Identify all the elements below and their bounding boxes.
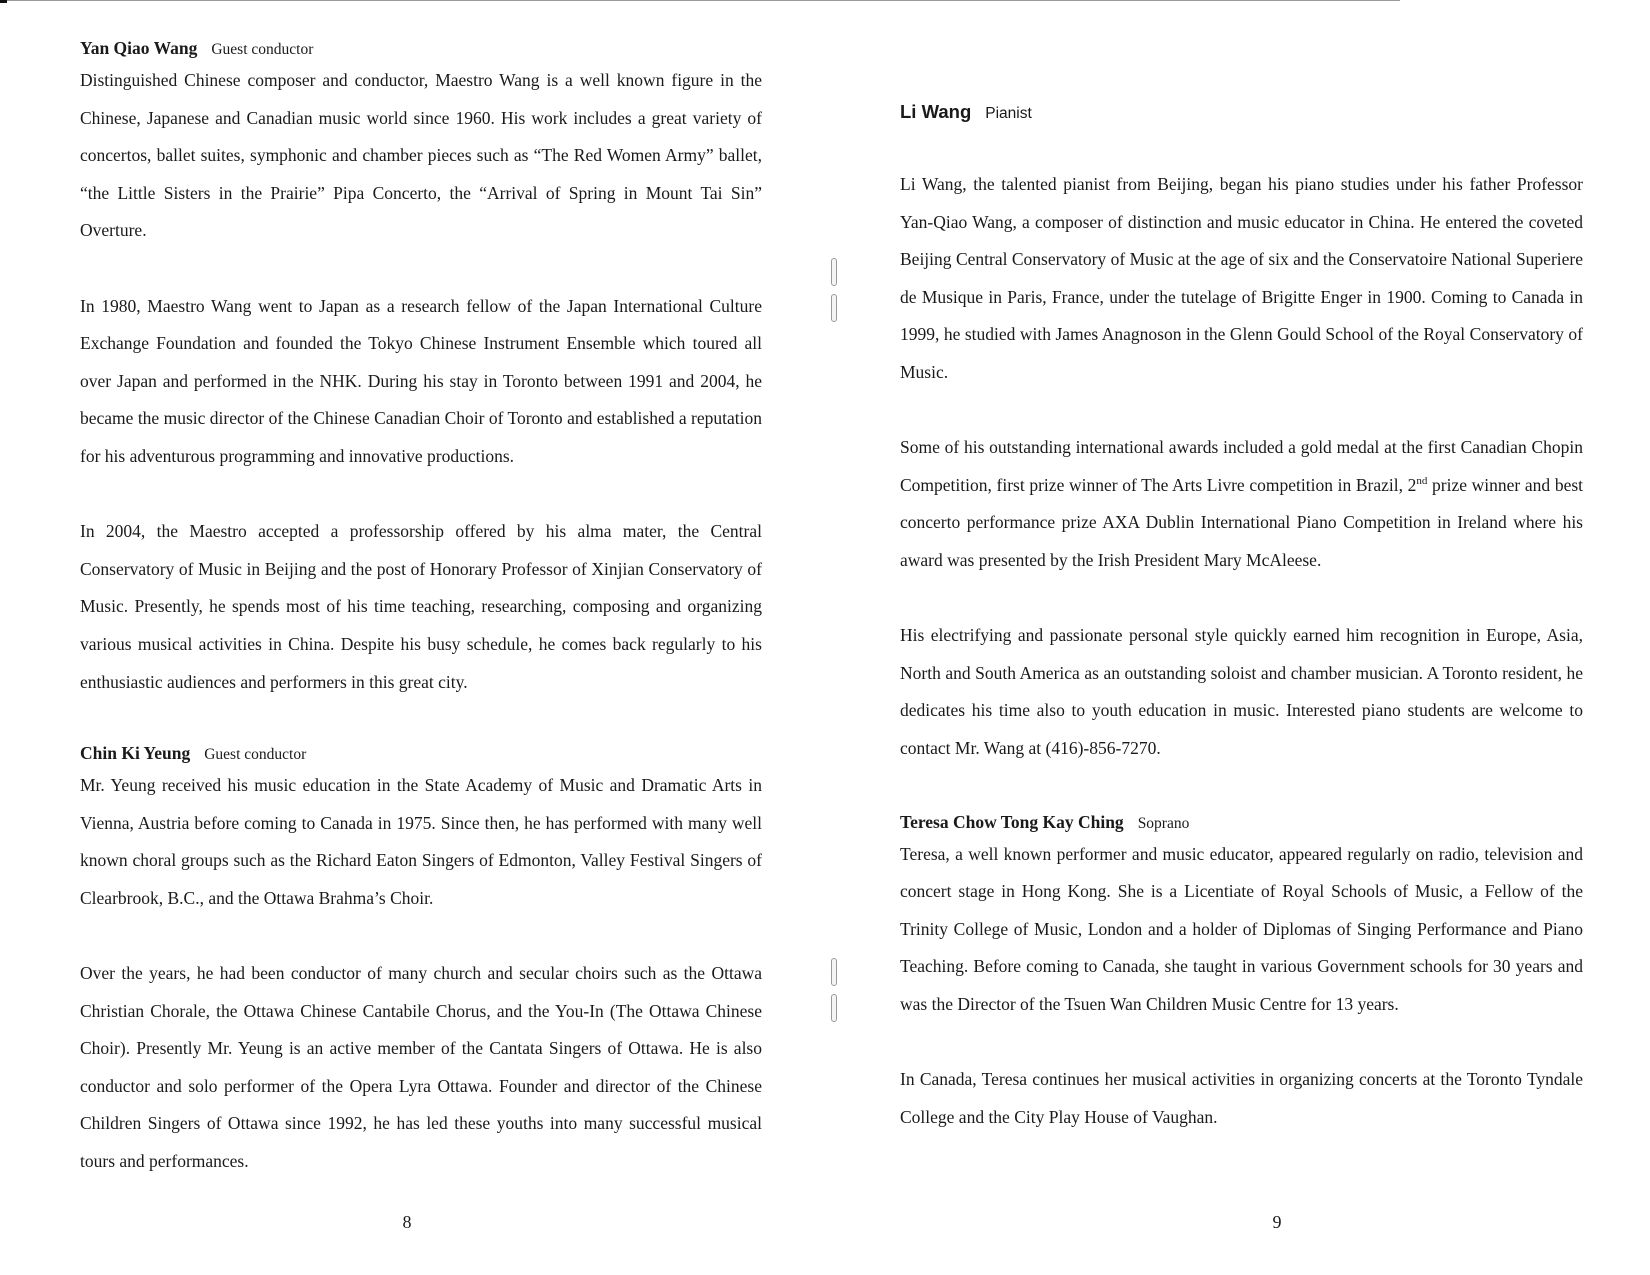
bio-role: Pianist bbox=[985, 105, 1032, 122]
ordinal-suffix: nd bbox=[1416, 474, 1428, 487]
bio-heading bbox=[80, 741, 762, 765]
bio-paragraph: In 1980, Maestro Wang went to Japan as a research fellow of the Japan International Culture Exchange Foundation and founded the Tokyo Chinese Instrument Ensemble which toured all over Japan and performed in the NHK. During his stay in Toronto between 1991 and 2004, he became the music director of the Chinese Canadian Choir of Toronto and established a reputation for his adventurous programming and innovative productions. bbox=[80, 295, 762, 466]
bio-role: Soprano bbox=[1137, 814, 1190, 832]
bio-teresa-chow bbox=[900, 810, 1583, 1137]
bio-li-wang bbox=[900, 100, 1583, 768]
bio-paragraph: Distinguished Chinese composer and conductor, Maestro Wang is a well known figure in the Chinese, Japanese and Canadian music world since 1960. His work includes a great variety of concertos, ballet suites, symphonic and chamber pieces such as “The Red Women Army” ballet, “the Little Sisters in the Prairie” Pipa Concerto, the “Arrival of Spring in Mount Tai Sin” Overture. bbox=[80, 70, 762, 241]
bio-heading bbox=[900, 100, 1583, 124]
bio-paragraph: His electrifying and passionate personal style quickly earned him recognition in Europe, Asia, North and South America as an outstanding soloist and chamber musician. A Toronto resident, he dedicates his time also to youth education in music. Interested piano students are welcome to contact Mr. Wang at (416)-856-7270. bbox=[900, 625, 1583, 758]
bio-yan-qiao-wang bbox=[80, 36, 762, 701]
left-page-content bbox=[80, 36, 762, 1181]
bio-heading bbox=[80, 36, 762, 60]
bio-heading bbox=[900, 810, 1583, 834]
bio-name: Chin Ki Yeung bbox=[80, 743, 191, 764]
bio-role: Guest conductor bbox=[211, 41, 314, 58]
bio-paragraph bbox=[900, 429, 1583, 579]
bio-paragraph: In Canada, Teresa continues her musical activities in organizing concerts at the Toronto Tyndale College and the City Play House of Vaughan. bbox=[900, 1069, 1583, 1127]
bio-name: Yan Qiao Wang bbox=[80, 38, 198, 58]
bio-paragraph: Teresa, a well known performer and music educator, appeared regularly on radio, television and concert stage in Hong Kong. She is a Licentiate of Royal Schools of Music, a Fellow of the Trinity College of Music, London and a holder of Diplomas of Singing Performance and Piano Teaching. Before coming to Canada, she taught in various Government schools for 30 years and was the Director of the Tsuen Wan Children Music Centre for 13 years. bbox=[900, 843, 1583, 1014]
bio-name: Li Wang bbox=[900, 101, 972, 122]
bio-paragraph: Li Wang, the talented pianist from Beijing, began his piano studies under his father Professor Yan-Qiao Wang, a composer of distinction and music educator in China. He entered the coveted Beijing Central Conservatory of Music at the age of six and the Conservatoire National Superiere de Musique in Paris, France, under the tutelage of Brigitte Enger in 1900. Coming to Canada in 1999, he studied with James Anagnoson in the Glenn Gould School of the Royal Conservatory of Music. bbox=[900, 174, 1583, 382]
paragraph-text: Some of his outstanding international awards included a gold medal at the first Canadian Chopin Competition, first prize winner of The Arts Livre competition in Brazil, 2 bbox=[900, 437, 1583, 495]
bio-paragraph: In 2004, the Maestro accepted a professorship offered by his alma mater, the Central Conservatory of Music in Beijing and the post of Honorary Professor of Xinjian Conservatory of Music. Presently, he spends most of his time teaching, researching, composing and organizing various musical activities in China. Despite his busy schedule, he comes back regularly to his enthusiastic audiences and performers in this great city. bbox=[80, 521, 762, 692]
bio-paragraph: Mr. Yeung received his music education in the State Academy of Music and Dramatic Arts in Vienna, Austria before coming to Canada in 1975. Since then, he has performed with many well known choral groups such as the Richard Eaton Singers of Edmonton, Valley Festival Singers of Clearbrook, B.C., and the Ottawa Brahma’s Choir. bbox=[80, 775, 762, 908]
bio-role: Guest conductor bbox=[204, 746, 307, 764]
paragraph-text: prize winner and best concerto performance prize AXA Dublin International Piano Competition in Ireland where his award was presented by the Irish President Mary McAleese. bbox=[900, 474, 1584, 570]
right-page-content bbox=[900, 100, 1583, 1136]
page-number: 8 bbox=[402, 1212, 412, 1232]
bio-chin-ki-yeung bbox=[80, 741, 762, 1181]
page-number: 9 bbox=[1272, 1212, 1282, 1232]
bio-name: Teresa Chow Tong Kay Ching bbox=[900, 811, 1124, 832]
bio-paragraph: Over the years, he had been conductor of many church and secular choirs such as the Ottawa Christian Chorale, the Ottawa Chinese Cantabile Chorus, and the You-In (The Ottawa Chinese Choir). Presently Mr. Yeung is an active member of the Cantata Singers of Ottawa. He is also conductor and solo performer of the Opera Lyra Ottawa. Founder and director of the Chinese Children Singers of Ottawa since 1992, he has led these youths into many successful musical tours and performances. bbox=[80, 963, 762, 1172]
page-9 bbox=[825, 0, 1650, 1275]
